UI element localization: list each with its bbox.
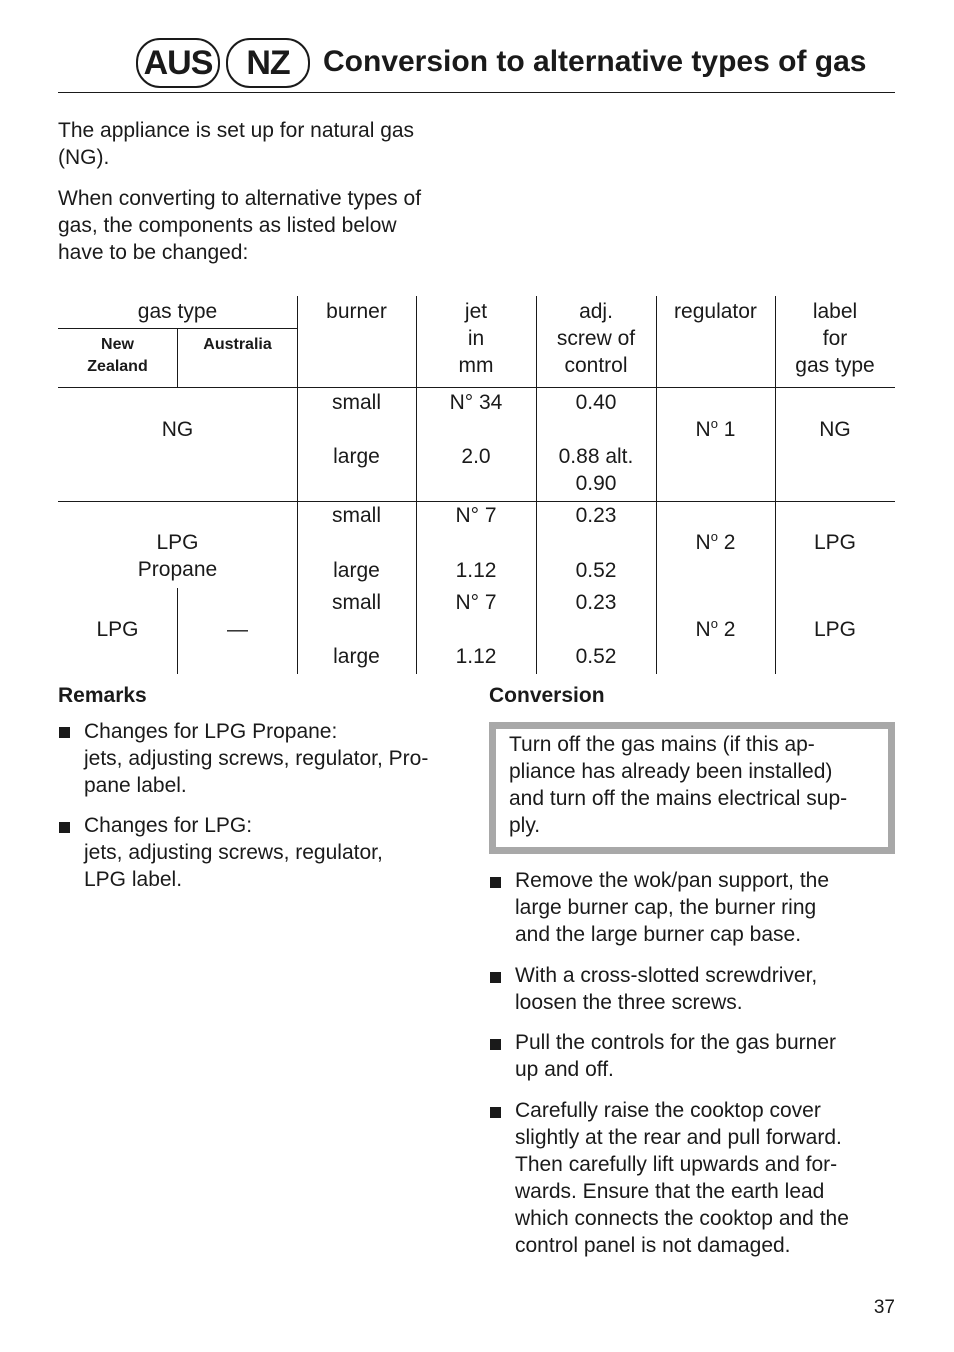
header-line: control <box>564 354 628 377</box>
step-line: Pull the controls for the gas burner <box>515 1031 837 1054</box>
ng-label: NG <box>819 418 851 441</box>
intro-paragraph-2 <box>58 185 421 266</box>
ng-gas: NG <box>161 418 194 441</box>
ng-burner-large: large <box>333 445 380 468</box>
lpg-adj-large: 0.52 <box>575 645 617 668</box>
intro-line: The appliance is set up for natural gas <box>58 119 415 142</box>
regulator-num: 2 <box>717 531 736 554</box>
step-line: Carefully raise the cooktop cover <box>515 1099 821 1122</box>
intro-line: have to be changed: <box>58 241 249 264</box>
step-line: slightly at the rear and pull forward. <box>515 1126 842 1149</box>
bullet-square-icon <box>490 972 501 983</box>
lpgp-burner-large: large <box>333 559 380 582</box>
lpg-adj-small: 0.23 <box>575 591 617 614</box>
lpg-regulator <box>656 616 775 643</box>
lpgp-adj-small: 0.23 <box>575 504 617 527</box>
header-adj <box>536 298 656 379</box>
table-vline <box>297 296 298 674</box>
lpg-burner-small: small <box>331 591 381 614</box>
step-line: which connects the cooktop and the <box>515 1207 849 1230</box>
cell-line: LPG <box>156 531 199 554</box>
regulator-num: 2 <box>717 618 736 641</box>
lpgp-adj-large: 0.52 <box>575 559 617 582</box>
header-new-zealand <box>58 334 177 378</box>
header-label <box>775 298 895 379</box>
bullet-square-icon <box>490 1039 501 1050</box>
lpgp-label: LPG <box>813 531 857 554</box>
step-line: With a cross-slotted screwdriver, <box>515 964 818 987</box>
step-line: and the large burner cap base. <box>515 923 802 946</box>
table-hline <box>58 387 895 388</box>
step-line: Remove the wok/pan support, the <box>515 869 830 892</box>
regulator-sup: o <box>710 529 718 544</box>
lpgp-jet-large: 1.12 <box>455 559 497 582</box>
lpg-jet-small: N° 7 <box>455 591 497 614</box>
ng-adj-large <box>536 443 656 497</box>
header-burner: burner <box>326 300 387 323</box>
intro-paragraph-1 <box>58 117 414 171</box>
remark-line: jets, adjusting screws, regulator, <box>84 841 383 864</box>
regulator-sup: o <box>710 616 718 631</box>
header-line: in <box>467 327 485 350</box>
header-line: Zealand <box>87 358 148 375</box>
header-line: jet <box>464 300 488 323</box>
bullet-square-icon <box>490 877 501 888</box>
conversion-step <box>515 962 817 1016</box>
lpg-jet-large: 1.12 <box>455 645 497 668</box>
warning-line: ply. <box>509 814 541 837</box>
header-jet <box>416 298 536 379</box>
lpg-propane-gas <box>58 529 297 583</box>
header-line: label <box>812 300 858 323</box>
header-regulator: regulator <box>674 300 757 323</box>
header-line: screw of <box>556 327 636 350</box>
remark-line: jets, adjusting screws, regulator, Pro- <box>84 747 429 770</box>
cell-line: Propane <box>137 558 218 581</box>
remarks-heading: Remarks <box>58 684 147 707</box>
regulator-prefix: N <box>695 418 711 441</box>
step-line: control panel is not damaged. <box>515 1234 791 1257</box>
lpgp-burner-small: small <box>331 504 381 527</box>
remark-line: Changes for LPG: <box>84 814 253 837</box>
intro-line: gas, the components as listed below <box>58 214 397 237</box>
step-line: large burner cap, the burner ring <box>515 896 817 919</box>
warning-text <box>509 731 847 839</box>
intro-line: (NG). <box>58 146 110 169</box>
remark-line: Changes for LPG Propane: <box>84 720 338 743</box>
remark-line: LPG label. <box>84 868 183 891</box>
header-rule <box>58 92 895 93</box>
step-line: wards. Ensure that the earth lead <box>515 1180 825 1203</box>
header-gas-type: gas type <box>137 300 218 323</box>
header-line: adj. <box>579 300 613 323</box>
regulator-prefix: N <box>695 531 711 554</box>
regulator-prefix: N <box>695 618 711 641</box>
lpg-burner-large: large <box>333 645 380 668</box>
lpgp-jet-small: N° 7 <box>455 504 497 527</box>
conversion-heading: Conversion <box>489 684 605 707</box>
ng-burner-small: small <box>331 391 381 414</box>
remark-line: pane label. <box>84 774 187 797</box>
regulator-num: 1 <box>717 418 736 441</box>
ng-regulator <box>656 416 775 443</box>
header-line: gas type <box>795 354 875 377</box>
page-title: Conversion to alternative types of gas <box>323 45 867 78</box>
intro-line: When converting to alternative types of <box>58 187 422 210</box>
ng-jet-small: N° 34 <box>449 391 503 414</box>
bullet-square-icon <box>490 1107 501 1118</box>
step-line: loosen the three screws. <box>515 991 743 1014</box>
warning-line: Turn off the gas mains (if this ap- <box>509 733 815 756</box>
ng-adj-small: 0.40 <box>575 391 617 414</box>
header-line: New <box>101 336 134 353</box>
nz-badge: NZ <box>226 38 310 88</box>
lpgp-regulator <box>656 529 775 556</box>
lpg-au: — <box>227 618 248 641</box>
header-australia: Australia <box>203 336 272 353</box>
regulator-sup: o <box>710 416 718 431</box>
remark-item <box>84 812 383 893</box>
warning-line: and turn off the mains electrical sup- <box>509 787 848 810</box>
warning-line: pliance has already been installed) <box>509 760 833 783</box>
page-number: 37 <box>873 1297 895 1318</box>
header-line: mm <box>458 354 494 377</box>
lpg-nz: LPG <box>96 618 139 641</box>
conversion-step <box>515 1029 836 1083</box>
aus-badge: AUS <box>136 38 220 88</box>
header-line: for <box>822 327 848 350</box>
ng-jet-large: 2.0 <box>461 445 491 468</box>
remark-item <box>84 718 428 799</box>
table-hline <box>58 328 297 329</box>
conversion-step <box>515 867 829 948</box>
cell-line: 0.90 <box>575 472 617 495</box>
bullet-square-icon <box>59 822 70 833</box>
step-line: up and off. <box>515 1058 614 1081</box>
lpg-label: LPG <box>813 618 857 641</box>
conversion-step <box>515 1097 849 1259</box>
cell-line: 0.88 alt. <box>558 445 634 468</box>
step-line: Then carefully lift upwards and for- <box>515 1153 838 1176</box>
bullet-square-icon <box>59 727 70 738</box>
